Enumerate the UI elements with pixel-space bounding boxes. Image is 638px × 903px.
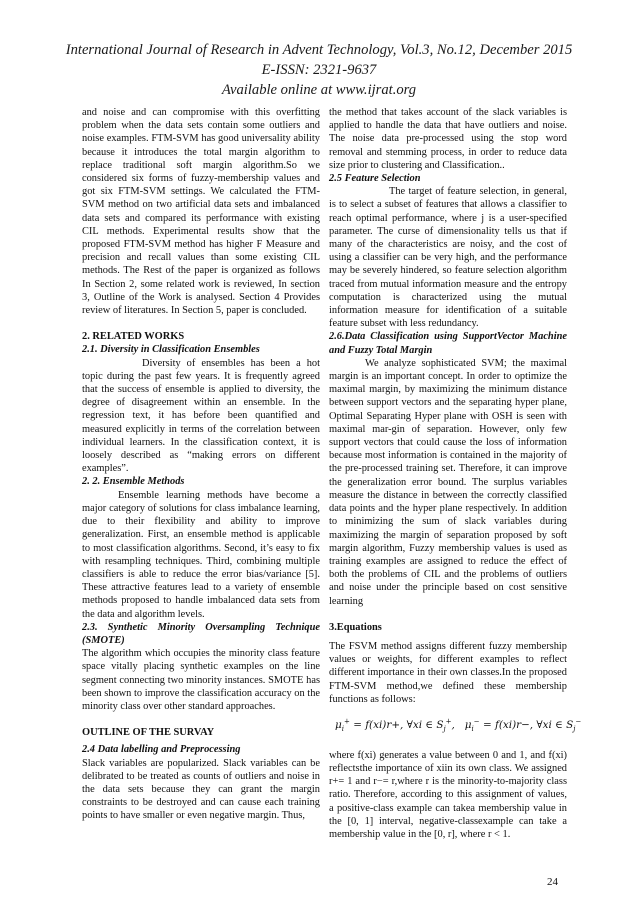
left-column bbox=[82, 106, 320, 823]
journal-issn: E-ISSN: 2321-9637 bbox=[261, 62, 377, 78]
section-2-2-heading: 2. 2. Ensemble Methods bbox=[82, 476, 185, 488]
section-2-6-text: We analyze sophisticated SVM; the maximal margin is an important concept. In order to optimize the maximal margin, by maximizing the minimum distance between support vectors and the separating hyper plane, Optimal Separating Hyper plane with OSH is seen with maximal mar-gin of separation. However, only few support vectors that could cause the loss of information because most information is contained in the majority of the pre-processed training set. Therefore, it can improve the generalization error bound. The surplus variables measure the distance in between the correctly classified data points and the hyper plane respectively. In addition to minimizing the sum of slack variables during maximizing the margin of separation proposed by soft margin algorithm, Fuzzy membership values is used as training examples are assigned to reduce the effect of both the problems of CIL and the problems of outliers and noise under the principle based on cost sensitive learning bbox=[329, 357, 567, 607]
formula-negative: $\mu_i^- = f(xi)r-$, ∀xi ∈ $S_j^-$ bbox=[464, 717, 582, 734]
formula-positive: $\mu_i^+ = f(xi)r+$, ∀xi ∈ $S_j^+$, bbox=[335, 717, 455, 734]
section-2-1-heading: 2.1. Diversity in Classification Ensembles bbox=[82, 344, 260, 356]
outline-heading: OUTLINE OF THE SURVAY bbox=[82, 727, 215, 739]
right-column bbox=[329, 106, 582, 841]
section-2-6-heading: 2.6.Data Classification using SupportVector Machine and Fuzzy Total Margin bbox=[329, 331, 567, 356]
section-2-4-text: Slack variables are popularized. Slack variables can be delibrated to be treated as counts of outliers and noise in the data sets because they can grant the margin constraints to be destroyed and can cause each training points to have smaller or even negative margin. Thus, bbox=[82, 757, 320, 822]
section-2-5-heading: 2.5 Feature Selection bbox=[329, 173, 421, 185]
page-number: 24 bbox=[547, 876, 558, 888]
continued-paragraph: the method that takes account of the slack variables is applied to handle the data that have outliers and noise. The noise data pre-processed using the stop word removal and stemming process, in order to reduce data size prior to clustering and Classification.. bbox=[329, 107, 567, 171]
section-2-3-heading: 2.3. Synthetic Minority Oversampling Technique (SMOTE) bbox=[82, 621, 320, 646]
section-2-1-text: Diversity of ensembles has been a hot topic during the past few years. It is frequently agreed that the success of ensemble is applied to diversity, the degree of disagreement within an ensemble. In the regression text, it has before been quantified and measured explicitly in terms of the correlation between individual learners. In the classification context, it is loosely described as “making errors on different examples”. bbox=[82, 357, 320, 475]
journal-title: International Journal of Research in Advent Technology, Vol.3, No.12, December 2015 bbox=[65, 42, 573, 58]
section-2-5-text: The target of feature selection, in general, is to select a subset of features that allows a classifier to reach optimal performance, where j is a user-specified parameter. The curse of dimensionality tells us that if many of the characteristics are noisy, and the cost of using a classifier can be very high, and the performance may be severely hindered, so feature selection algorithm traced from mutual information measure and the entropy computation is characterized using the mutual information measure for identification of a suitable feature subset with less redundancy. bbox=[329, 186, 567, 330]
section-2-4-heading: 2.4 Data labelling and Preprocessing bbox=[82, 744, 241, 756]
related-works-heading: 2. RELATED WORKS bbox=[82, 331, 185, 343]
after-formula-text: where f(xi) generates a value between 0 and 1, and f(xi) reflectsthe importance of xiin its own class. We assigned r+= 1 and r−= r,where r is the minority-to-majority class ratio. Therefore, according to this assignment of values, a positive-class example can takea membership value in the [0, 1] interval, negative-classexample can take a membership value in the [0, r], where r < 1. bbox=[329, 749, 567, 840]
equations-text: The FSVM method assigns different fuzzy membership values or weights, for different examples to reflect different importance in their own classes.In the proposed FTM-SVM method,we defined these membership functions as follows: bbox=[329, 640, 567, 705]
membership-formula bbox=[335, 716, 582, 737]
section-2-3-text: The algorithm which occupies the minority class feature space vitally placing synthetic examples on the line segment connecting two minority instances. SMOTE has been shown to improve the classification accuracy on the minority class over other standard approaches. bbox=[82, 648, 320, 712]
journal-header bbox=[0, 40, 638, 100]
intro-paragraph: and noise and can compromise with this overfitting problem when the data sets contain some outliers and noise examples. FTM-SVM has good universality ability because it introduces the total margin algorithm to replace traditional soft margin algorithm.So we considered six forms of fuzzy-membership values and got six FTM-SVM settings. We calculated the FTM-SVM method on two artificial data sets and imbalanced data sets and compared its performance with existing CIL methods. Experimental results show that the proposed FTM-SVM method has higher F Measure and precision and recall values than some existing CIL methods. The Rest of the paper is organized as follows In Section 2, some related work is reviewed, In section 3, Outline of the Work is analysed. Section 4 Provides review of literatures. In Section 5, paper is concluded. bbox=[82, 107, 320, 317]
equations-heading: 3.Equations bbox=[329, 621, 382, 633]
section-2-2-text: Ensemble learning methods have become a major category of solutions for class imbalance learning, due to their flexibility and ability to improve generalization. First, an ensemble method is applicable to most classification algorithms. Second, it’s easy to fix with resampling techniques. Third, combining multiple classifiers is able to reduce the error bias/variance [5]. These attractive features lead to a variety of ensemble methods proposed to handle imbalanced data sets from the data and algorithm levels. bbox=[82, 489, 320, 620]
journal-website: Available online at www.ijrat.org bbox=[221, 82, 417, 98]
